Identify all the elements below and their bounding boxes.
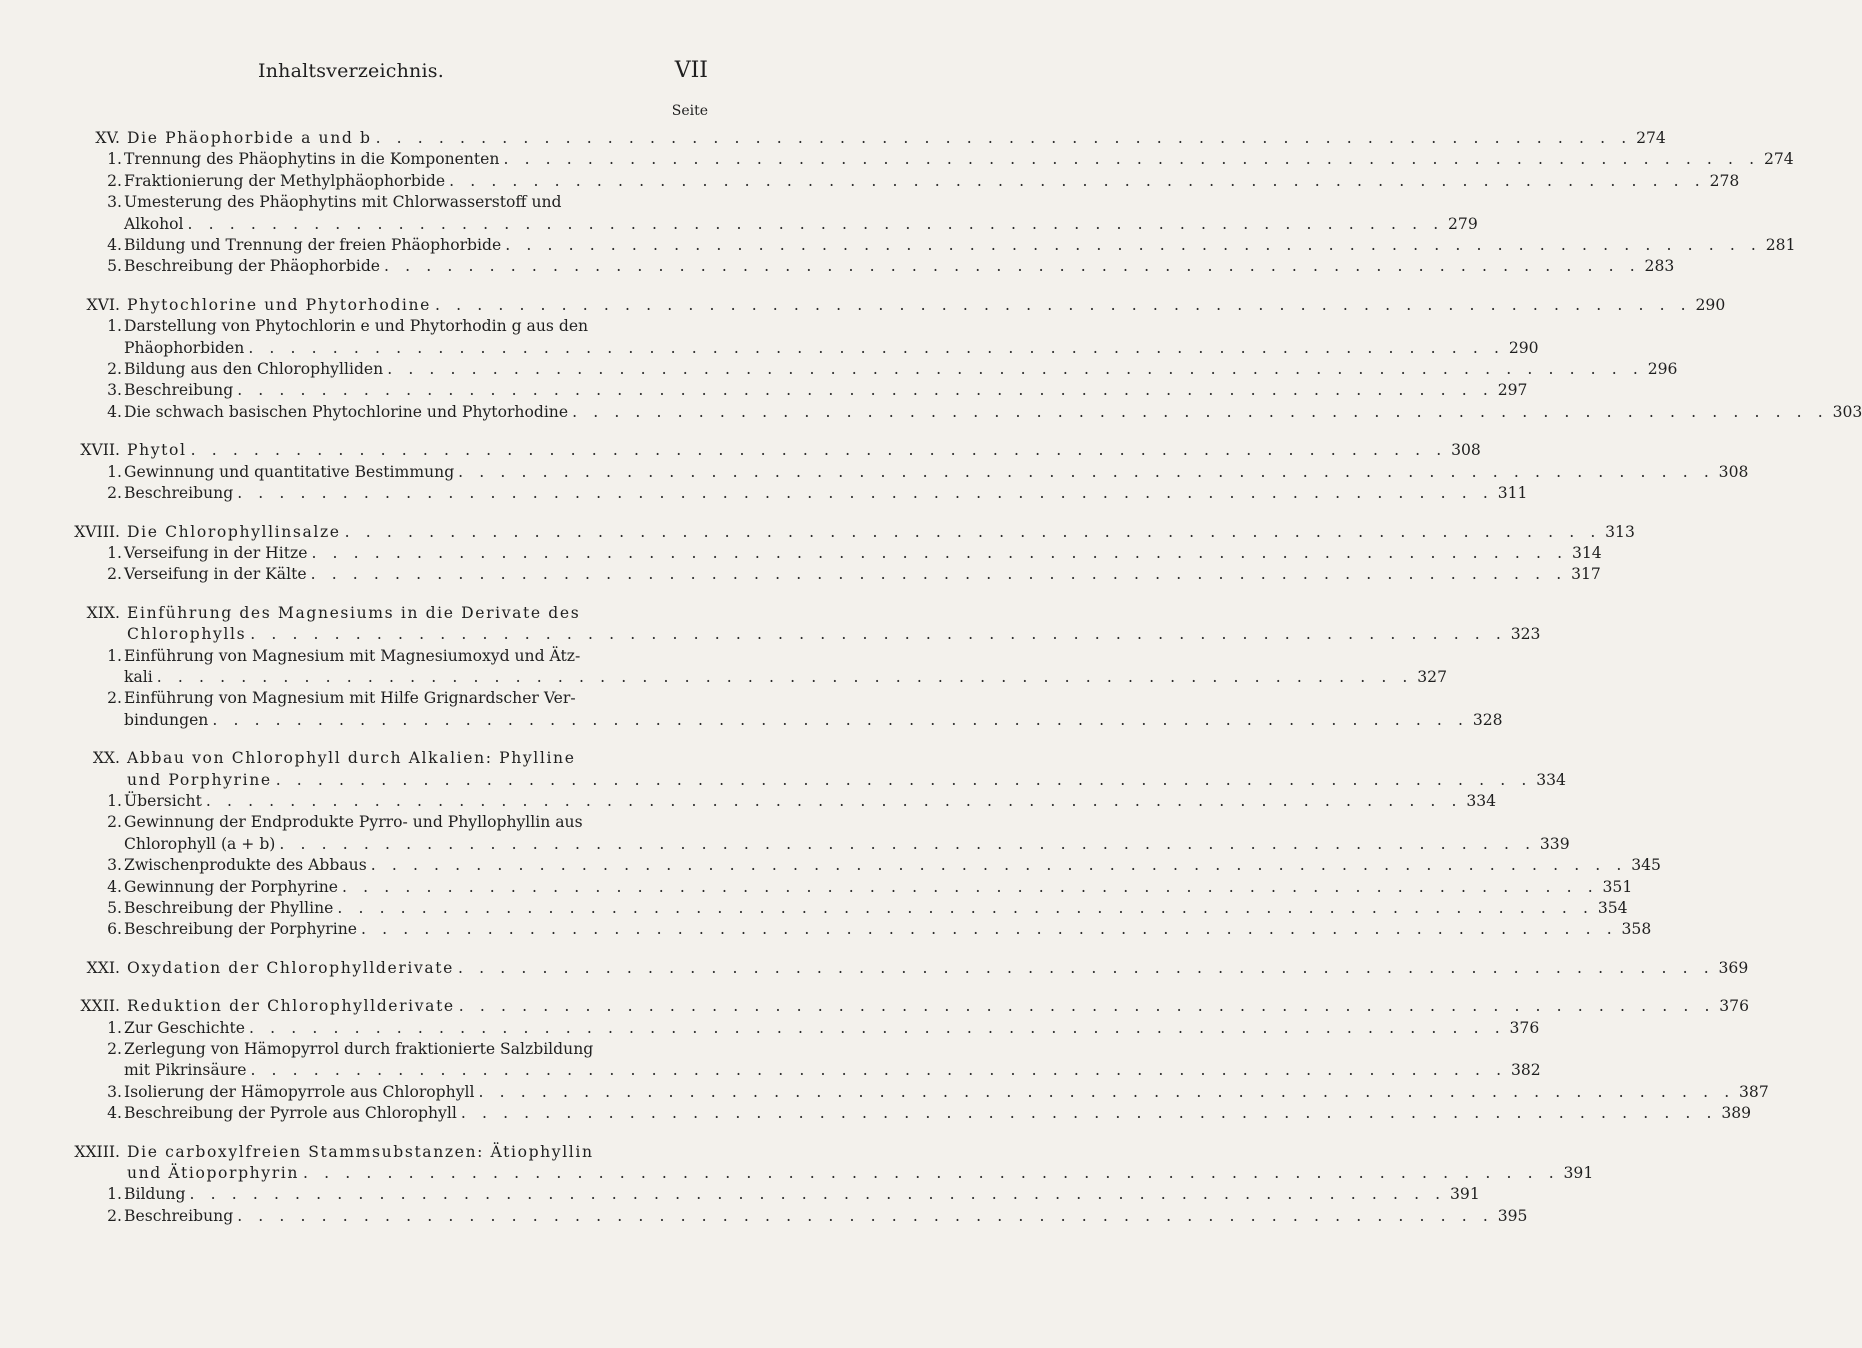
leader-dots: . . . . . . . . . . . . . . . . . . . . . . . . . . . . . . . . . . . . . . . . . . . . . . . . . . . . . . . . . . . . xyxy=(460,1104,1718,1123)
leader-dots: . . . . . . . . . . . . . . . . . . . . . . . . . . . . . . . . . . . . . . . . . . . . . . . . . . . . . . . . . . . . xyxy=(248,338,1505,357)
item-number: 1. xyxy=(107,1185,122,1204)
toc-item-page-number: 317 xyxy=(1571,565,1601,584)
leader-dots: . . . . . . . . . . . . . . . . . . . . . . . . . . . . . . . . . . . . . . . . . . . . . . . . . . . . . . . . . . . . xyxy=(212,710,1469,729)
section-title-text: Die Phäophorbide a und b xyxy=(127,129,372,147)
toc-section xyxy=(0,603,1541,731)
toc-item-line xyxy=(0,256,1675,277)
toc-item-text: Beschreibung der Pyrrole aus Chlorophyll xyxy=(124,1104,457,1123)
leader-dots: . . . . . . . . . . . . . . . . . . . . . . . . . . . . . . . . . . . . . . . . . . . . . . . . . . . . . . . . . . . . xyxy=(311,543,1568,562)
toc-item-line xyxy=(0,834,1570,855)
toc-item-line xyxy=(0,1018,1540,1039)
toc-section xyxy=(0,522,1635,586)
toc-item-line xyxy=(0,316,800,337)
section-title-line xyxy=(0,748,800,769)
toc-item-line xyxy=(0,149,1794,170)
leader-dots: . . . . . . . . . . . . . . . . . . . . . . . . . . . . . . . . . . . . . . . . . . . . . . . . . . . . . . . . . . . . xyxy=(458,462,1715,481)
toc-item-text: Phäophorbiden xyxy=(124,338,245,357)
toc-item-text: Darstellung von Phytochlorin e und Phytorhodin g aus den xyxy=(124,317,589,336)
section-title-page-number: 391 xyxy=(1563,1164,1594,1183)
section-number: XV. xyxy=(95,129,120,147)
item-number: 1. xyxy=(107,1018,122,1037)
section-number: XVIII. xyxy=(74,522,120,541)
table-of-contents xyxy=(0,128,1862,1244)
toc-item-text: Verseifung in der Kälte xyxy=(124,565,307,584)
toc-item-page-number: 391 xyxy=(1449,1185,1480,1204)
toc-item-line xyxy=(0,1082,1769,1103)
toc-item-page-number: 278 xyxy=(1709,171,1740,190)
running-title: Inhaltsverzeichnis. xyxy=(258,60,444,82)
section-title-page-number: 334 xyxy=(1536,770,1566,789)
toc-item-line xyxy=(0,646,800,667)
leader-dots: . . . . . . . . . . . . . . . . . . . . . . . . . . . . . . . . . . . . . . . . . . . . . . . . . . . . . . . . . . . . xyxy=(237,381,1494,400)
item-number: 3. xyxy=(107,193,122,212)
toc-item-page-number: 376 xyxy=(1509,1018,1540,1037)
toc-item-text: Verseifung in der Hitze xyxy=(124,543,308,562)
toc-item-line xyxy=(0,1184,1480,1205)
leader-dots: . . . . . . . . . . . . . . . . . . . . . . . . . . . . . . . . . . . . . . . . . . . . . . . . . . . . . . . . . . . . xyxy=(250,625,1507,644)
section-number: XVII. xyxy=(80,441,120,460)
item-number: 3. xyxy=(107,381,122,400)
toc-item-page-number: 290 xyxy=(1508,338,1539,357)
item-number: 4. xyxy=(107,402,122,421)
toc-item-line xyxy=(0,688,800,709)
section-title-text: Die carboxylfreien Stammsubstanzen: Ätiophyllin xyxy=(127,1142,594,1161)
toc-section xyxy=(0,748,1661,941)
toc-item-text: Beschreibung der Phylline xyxy=(124,899,334,917)
toc-item-page-number: 395 xyxy=(1497,1206,1528,1225)
section-title-line xyxy=(0,128,1666,149)
leader-dots: . . . . . . . . . . . . . . . . . . . . . . . . . . . . . . . . . . . . . . . . . . . . . . . . . . . . . . . . . . . . xyxy=(458,997,1716,1016)
toc-item-text: Zerlegung von Hämopyrrol durch fraktionierte Salzbildung xyxy=(124,1040,594,1059)
section-title-page-number: 290 xyxy=(1695,295,1726,314)
toc-item-text: Zur Geschichte xyxy=(124,1018,246,1037)
toc-item-page-number: 354 xyxy=(1597,899,1628,917)
toc-item-line xyxy=(0,855,1661,876)
section-title-text: und Ätioporphyrin xyxy=(127,1164,299,1183)
toc-item-line xyxy=(0,402,1862,423)
leader-dots: . . . . . . . . . . . . . . . . . . . . . . . . . . . . . . . . . . . . . . . . . . . . . . . . . . . . . . . . . . . . xyxy=(237,1206,1494,1225)
section-title-line xyxy=(0,624,1541,645)
toc-item-page-number: 389 xyxy=(1721,1104,1752,1123)
leader-dots: . . . . . . . . . . . . . . . . . . . . . . . . . . . . . . . . . . . . . . . . . . . . . . . . . . . . . . . . . . . . xyxy=(361,920,1618,939)
toc-item-line xyxy=(0,192,800,213)
item-number: 2. xyxy=(107,689,122,708)
toc-item-text: Die schwach basischen Phytochlorine und Phytorhodine xyxy=(124,402,569,421)
toc-item-line xyxy=(0,543,1602,564)
section-title-page-number: 313 xyxy=(1605,522,1635,541)
toc-item-line xyxy=(0,1039,800,1060)
page-column-label: Seite xyxy=(671,103,708,119)
leader-dots: . . . . . . . . . . . . . . . . . . . . . . . . . . . . . . . . . . . . . . . . . . . . . . . . . . . . . . . . . . . . xyxy=(249,1018,1506,1037)
item-number: 6. xyxy=(107,920,122,939)
section-title-line xyxy=(0,958,1749,979)
item-number: 4. xyxy=(107,1104,122,1123)
leader-dots: . . . . . . . . . . . . . . . . . . . . . . . . . . . . . . . . . . . . . . . . . . . . . . . . . . . . . . . . . . . . xyxy=(572,402,1829,421)
toc-item-text: Beschreibung xyxy=(124,484,234,503)
section-title-line xyxy=(0,1142,800,1163)
item-number: 2. xyxy=(107,171,122,190)
toc-item-line xyxy=(0,1103,1752,1124)
leader-dots: . . . . . . . . . . . . . . . . . . . . . . . . . . . . . . . . . . . . . . . . . . . . . . . . . . . . . . . . . . . . xyxy=(449,171,1706,190)
leader-dots: . . . . . . . . . . . . . . . . . . . . . . . . . . . . . . . . . . . . . . . . . . . . . . . . . . . . . . . . . . . . xyxy=(303,1164,1560,1183)
section-number: XX. xyxy=(92,749,120,768)
section-title-page-number: 369 xyxy=(1718,958,1749,977)
leader-dots: . . . . . . . . . . . . . . . . . . . . . . . . . . . . . . . . . . . . . . . . . . . . . . . . . . . . . . . . . . . . xyxy=(387,360,1644,379)
leader-dots: . . . . . . . . . . . . . . . . . . . . . . . . . . . . . . . . . . . . . . . . . . . . . . . . . . . . . . . . . . . . xyxy=(279,834,1536,853)
toc-item-line xyxy=(0,462,1749,483)
section-number: XXI. xyxy=(86,958,120,977)
toc-item-text: Bildung xyxy=(124,1185,186,1204)
toc-section xyxy=(0,440,1749,504)
leader-dots: . . . . . . . . . . . . . . . . . . . . . . . . . . . . . . . . . . . . . . . . . . . . . . . . . . . . . . . . . . . . xyxy=(250,1061,1507,1080)
leader-dots: . . . . . . . . . . . . . . . . . . . . . . . . . . . . . . . . . . . . . . . . . . . . . . . . . . . . . . . . . . . . xyxy=(237,484,1494,503)
item-number: 5. xyxy=(107,257,122,276)
item-number: 1. xyxy=(107,646,122,665)
item-number: 4. xyxy=(107,236,122,255)
item-number: 2. xyxy=(107,813,122,832)
leader-dots: . . . . . . . . . . . . . . . . . . . . . . . . . . . . . . . . . . . . . . . . . . . . . . . . . . . . . . . . . . . . xyxy=(310,565,1567,584)
section-number: XVI. xyxy=(86,295,120,314)
toc-item-text: Gewinnung der Endprodukte Pyrro- und Phyllophyllin aus xyxy=(124,813,583,832)
toc-item-page-number: 308 xyxy=(1718,462,1749,481)
section-number: XIX. xyxy=(86,603,120,622)
section-title-page-number: 308 xyxy=(1451,441,1481,460)
page-number: VII xyxy=(674,58,708,83)
toc-item-page-number: 339 xyxy=(1539,834,1570,853)
item-number: 2. xyxy=(107,360,122,379)
toc-item-text: bindungen xyxy=(124,710,209,729)
item-number: 1. xyxy=(107,462,122,481)
toc-item-line xyxy=(0,898,1628,919)
leader-dots: . . . . . . . . . . . . . . . . . . . . . . . . . . . . . . . . . . . . . . . . . . . . . . . . . . . . . . . . . . . . xyxy=(458,958,1715,977)
toc-item-line xyxy=(0,235,1796,256)
toc-item-text: Zwischenprodukte des Abbaus xyxy=(124,856,367,875)
toc-item-text: Chlorophyll (a + b) xyxy=(124,834,276,853)
toc-item-text: Gewinnung und quantitative Bestimmung xyxy=(124,462,455,481)
leader-dots: . . . . . . . . . . . . . . . . . . . . . . . . . . . . . . . . . . . . . . . . . . . . . . . . . . . . . . . . . . . . xyxy=(190,441,1447,460)
leader-dots: . . . . . . . . . . . . . . . . . . . . . . . . . . . . . . . . . . . . . . . . . . . . . . . . . . . . . . . . . . . . xyxy=(503,150,1760,169)
toc-item-page-number: 358 xyxy=(1621,920,1652,939)
toc-item-page-number: 351 xyxy=(1602,877,1633,896)
toc-item-line xyxy=(0,338,1539,359)
item-number: 1. xyxy=(107,317,122,336)
toc-item-line xyxy=(0,564,1601,585)
toc-item-page-number: 387 xyxy=(1739,1082,1769,1101)
running-head xyxy=(0,58,800,88)
toc-item-text: Einführung von Magnesium mit Hilfe Grignardscher Ver- xyxy=(124,689,576,708)
section-number: XXIII. xyxy=(74,1142,120,1161)
item-number: 1. xyxy=(107,150,122,169)
toc-item-line xyxy=(0,791,1497,812)
leader-dots: . . . . . . . . . . . . . . . . . . . . . . . . . . . . . . . . . . . . . . . . . . . . . . . . . . . . . . . . . . . . xyxy=(342,877,1599,896)
toc-item-page-number: 296 xyxy=(1647,360,1678,379)
section-number: XXII. xyxy=(80,997,120,1016)
toc-item-text: Gewinnung der Porphyrine xyxy=(124,877,339,896)
section-title-text: und Porphyrine xyxy=(127,770,272,789)
section-title-line xyxy=(0,522,1635,543)
toc-item-page-number: 334 xyxy=(1466,791,1497,810)
section-title-line xyxy=(0,440,1481,461)
toc-item-page-number: 328 xyxy=(1472,710,1503,729)
toc-item-line xyxy=(0,380,1528,401)
toc-section xyxy=(0,958,1749,979)
toc-item-text: Fraktionierung der Methylphäophorbide xyxy=(124,171,446,190)
section-title-line xyxy=(0,770,1566,791)
section-title-text: Chlorophylls xyxy=(127,625,247,644)
toc-item-text: Trennung des Phäophytins in die Komponenten xyxy=(124,150,500,169)
toc-item-line xyxy=(0,171,1740,192)
section-title-page-number: 274 xyxy=(1636,129,1666,147)
leader-dots: . . . . . . . . . . . . . . . . . . . . . . . . . . . . . . . . . . . . . . . . . . . . . . . . . . . . . . . . . . . . xyxy=(384,257,1641,276)
toc-item-text: Isolierung der Hämopyrrole aus Chlorophyll xyxy=(124,1082,475,1101)
toc-item-page-number: 303 xyxy=(1832,402,1862,421)
item-number: 2. xyxy=(107,1206,122,1225)
section-title-line xyxy=(0,1163,1594,1184)
toc-item-text: Einführung von Magnesium mit Magnesiumoxyd und Ätz- xyxy=(124,646,581,665)
toc-item-page-number: 283 xyxy=(1644,257,1675,276)
leader-dots: . . . . . . . . . . . . . . . . . . . . . . . . . . . . . . . . . . . . . . . . . . . . . . . . . . . . . . . . . . . . xyxy=(478,1082,1735,1101)
leader-dots: . . . . . . . . . . . . . . . . . . . . . . . . . . . . . . . . . . . . . . . . . . . . . . . . . . . . . . . . . . . . xyxy=(187,214,1444,233)
toc-section xyxy=(0,295,1862,423)
toc-item-line xyxy=(0,359,1678,380)
item-number: 1. xyxy=(107,543,122,562)
toc-item-text: Alkohol xyxy=(124,214,184,233)
section-title-line xyxy=(0,603,800,624)
toc-item-text: Übersicht xyxy=(124,791,202,810)
toc-item-text: mit Pikrinsäure xyxy=(124,1061,247,1080)
section-title-page-number: 323 xyxy=(1510,625,1541,644)
toc-item-page-number: 314 xyxy=(1571,543,1602,562)
toc-section xyxy=(0,1142,1594,1228)
item-number: 3. xyxy=(107,1082,122,1101)
toc-item-text: Bildung aus den Chlorophylliden xyxy=(124,360,384,379)
toc-section xyxy=(0,996,1769,1124)
toc-section xyxy=(0,128,1796,278)
section-title-line xyxy=(0,295,1726,316)
toc-item-text: Beschreibung xyxy=(124,1206,234,1225)
section-title-page-number: 376 xyxy=(1719,997,1750,1016)
leader-dots: . . . . . . . . . . . . . . . . . . . . . . . . . . . . . . . . . . . . . . . . . . . . . . . . . . . . . . . . . . . . xyxy=(505,236,1762,255)
toc-item-page-number: 345 xyxy=(1631,856,1661,875)
item-number: 5. xyxy=(107,899,122,917)
item-number: 3. xyxy=(107,856,122,875)
leader-dots: . . . . . . . . . . . . . . . . . . . . . . . . . . . . . . . . . . . . . . . . . . . . . . . . . . . . . . . . . . . . xyxy=(344,522,1601,541)
section-title-text: Die Chlorophyllinsalze xyxy=(127,522,341,541)
section-title-text: Phytol xyxy=(127,441,187,460)
leader-dots: . . . . . . . . . . . . . . . . . . . . . . . . . . . . . . . . . . . . . . . . . . . . . . . . . . . . . . . . . . . . xyxy=(375,129,1632,147)
toc-item-text: Bildung und Trennung der freien Phäophorbide xyxy=(124,236,502,255)
leader-dots: . . . . . . . . . . . . . . . . . . . . . . . . . . . . . . . . . . . . . . . . . . . . . . . . . . . . . . . . . . . . xyxy=(434,295,1692,314)
leader-dots: . . . . . . . . . . . . . . . . . . . . . . . . . . . . . . . . . . . . . . . . . . . . . . . . . . . . . . . . . . . . xyxy=(189,1185,1446,1204)
leader-dots: . . . . . . . . . . . . . . . . . . . . . . . . . . . . . . . . . . . . . . . . . . . . . . . . . . . . . . . . . . . . xyxy=(156,667,1413,686)
toc-item-text: Beschreibung der Phäophorbide xyxy=(124,257,381,276)
item-number: 4. xyxy=(107,877,122,896)
leader-dots: . . . . . . . . . . . . . . . . . . . . . . . . . . . . . . . . . . . . . . . . . . . . . . . . . . . . . . . . . . . . xyxy=(337,899,1594,917)
toc-item-line xyxy=(0,812,800,833)
item-number: 2. xyxy=(107,565,122,584)
section-title-text: Phytochlorine und Phytorhodine xyxy=(127,295,431,314)
toc-item-line xyxy=(0,1060,1541,1081)
toc-item-page-number: 327 xyxy=(1417,667,1447,686)
toc-item-line xyxy=(0,483,1528,504)
leader-dots: . . . . . . . . . . . . . . . . . . . . . . . . . . . . . . . . . . . . . . . . . . . . . . . . . . . . . . . . . . . . xyxy=(370,856,1627,875)
toc-item-text: Umesterung des Phäophytins mit Chlorwasserstoff und xyxy=(124,193,562,212)
leader-dots: . . . . . . . . . . . . . . . . . . . . . . . . . . . . . . . . . . . . . . . . . . . . . . . . . . . . . . . . . . . . xyxy=(275,770,1532,789)
toc-item-page-number: 297 xyxy=(1497,381,1528,400)
toc-item-text: Beschreibung xyxy=(124,381,234,400)
toc-item-page-number: 311 xyxy=(1497,484,1528,503)
toc-item-text: Beschreibung der Porphyrine xyxy=(124,920,358,939)
toc-item-line xyxy=(0,710,1503,731)
toc-item-line xyxy=(0,1206,1528,1227)
toc-item-page-number: 274 xyxy=(1763,150,1794,169)
leader-dots: . . . . . . . . . . . . . . . . . . . . . . . . . . . . . . . . . . . . . . . . . . . . . . . . . . . . . . . . . . . . xyxy=(205,791,1463,810)
toc-item-text: kali xyxy=(124,667,153,686)
toc-item-page-number: 281 xyxy=(1765,236,1796,255)
toc-item-page-number: 382 xyxy=(1510,1061,1541,1080)
item-number: 2. xyxy=(107,484,122,503)
section-title-text: Oxydation der Chlorophyllderivate xyxy=(127,958,454,977)
toc-item-line xyxy=(0,214,1478,235)
section-title-text: Einführung des Magnesiums in die Derivate des xyxy=(127,603,581,622)
section-title-line xyxy=(0,996,1750,1017)
toc-item-line xyxy=(0,667,1447,688)
section-title-text: Reduktion der Chlorophyllderivate xyxy=(127,997,455,1016)
toc-item-page-number: 279 xyxy=(1448,214,1478,233)
item-number: 2. xyxy=(107,1040,122,1059)
item-number: 1. xyxy=(107,791,122,810)
section-title-text: Abbau von Chlorophyll durch Alkalien: Phylline xyxy=(127,749,576,768)
toc-item-line xyxy=(0,877,1633,898)
toc-item-line xyxy=(0,919,1652,940)
